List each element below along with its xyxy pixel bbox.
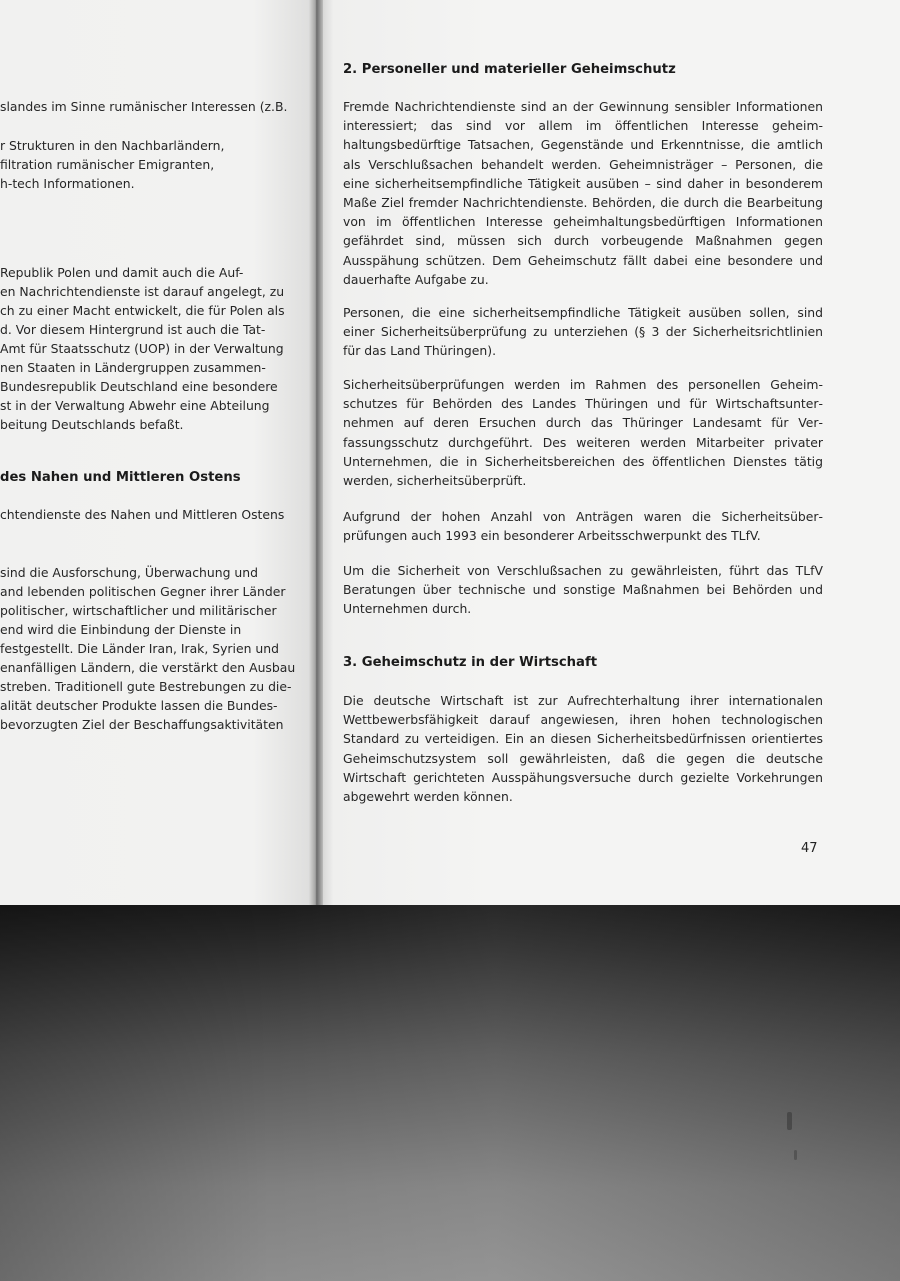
book-gutter [309,0,323,908]
left-line: slandes im Sinne rumänischer Interessen (z.B. [0,99,288,114]
left-line: bevorzugten Ziel der Beschaffungsaktivitäten [0,717,284,732]
left-line: d. Vor diesem Hintergrund ist auch die Tat- [0,322,266,337]
left-line: sind die Ausforschung, Überwachung und [0,565,258,580]
left-line: alität deutscher Produkte lassen die Bundes- [0,698,278,713]
scan-shadow-tint [0,905,900,1281]
section-2-paragraph: Fremde Nachrichtendienste sind an der Gewinnung sensibler Informationen interessiert; das sind vor allem im öffentlichen Interesse geheimhaltungsbedürftige Tatsachen, Gegenstände und Erkenntnisse, die amtlich als Verschlußsachen behandelt werden. Geheimnisträger – Personen, die eine sicherheitsempfindliche Tätigkeit ausüben – sind daher in besonderem Maße Ziel fremder Nachrichtendienste. Behörden, die durch die Bearbeitung von im öffentlichen Interesse geheimhaltungsbedürftigen Informationen gefährdet sind, müssen sich durch vorbeugende Maßnahmen gegen Ausspähung schützen. Dem Geheimschutz fällt dabei eine besondere und dauerhafte Aufgabe zu. [343,99,823,287]
section-3-heading: 3. Geheimschutz in der Wirtschaft [343,655,598,670]
left-line: nen Staaten in Ländergruppen zusammen- [0,360,266,375]
section-2-paragraph: Aufgrund der hohen Anzahl von Anträgen waren die Sicherheitsüberprüfungen auch 1993 ein besonderer Arbeitsschwerpunkt des TLfV. [343,509,823,544]
left-line: en Nachrichtendienste ist darauf angelegt, zu [0,284,285,299]
left-line: beitung Deutschlands befaßt. [0,417,184,432]
left-line: and lebenden politischen Gegner ihrer Länder [0,584,286,599]
left-page [0,0,316,905]
left-line: chtendienste des Nahen und Mittleren Ostens [0,507,285,522]
left-line: h-tech Informationen. [0,176,135,191]
section-3-paragraph: Die deutsche Wirtschaft ist zur Aufrechterhaltung ihrer internationalen Wettbewerbsfähigkeit darauf angewiesen, ihren hohen technologischen Standard zu verteidigen. Ein an diesen Sicherheitsbedürfnissen orientiertes Geheimschutzsystem soll gewährleisten, daß die gegen die deutsche Wirtschaft gerichteten Ausspähungsversuche durch gezielte Vorkehrungen abgewehrt werden können. [343,693,823,805]
left-section-heading: des Nahen und Mittleren Ostens [0,470,241,485]
left-line: enanfälligen Ländern, die verstärkt den Ausbau [0,660,296,675]
left-line: st in der Verwaltung Abwehr eine Abteilung [0,398,270,413]
left-line: festgestellt. Die Länder Iran, Irak, Syrien und [0,641,279,656]
left-line: r Strukturen in den Nachbarländern, [0,138,225,153]
left-line: filtration rumänischer Emigranten, [0,157,215,172]
left-line: streben. Traditionell gute Bestrebungen zu die- [0,679,292,694]
scan-smudge [794,1150,797,1160]
left-line: Amt für Staatsschutz (UOP) in der Verwaltung [0,341,284,356]
left-line: Republik Polen und damit auch die Auf- [0,265,244,280]
section-2-heading: 2. Personeller und materieller Geheimschutz [343,62,676,77]
section-2-paragraph: Um die Sicherheit von Verschlußsachen zu gewährleisten, führt das TLfV Beratungen über technische und sonstige Maßnahmen bei Behörden und Unternehmen durch. [343,563,823,617]
section-2-paragraph: Sicherheitsüberprüfungen werden im Rahmen des personellen Geheimschutzes für Behörden des Landes Thüringen und für Wirtschaftsunternehmen auf deren Ersuchen durch das Thüringer Landesamt für Verfassungsschutz durchgeführt. Des weiteren werden Mitarbeiter privater Unternehmen, die in Sicherheitsbereichen des öffentlichen Dienstes tätig werden, sicherheitsüberprüft. [343,377,823,489]
left-line: Bundesrepublik Deutschland eine besondere [0,379,278,394]
page-number: 47 [801,841,818,856]
left-line: ch zu einer Macht entwickelt, die für Polen als [0,303,285,318]
left-line: politischer, wirtschaftlicher und militärischer [0,603,277,618]
section-2-paragraph: Personen, die eine sicherheitsempfindliche Tätigkeit ausüben sollen, sind einer Sicherheitsüberprüfung zu unterziehen (§ 3 der Sicherheitsrichtlinien für das Land Thüringen). [343,305,823,359]
scan-smudge [787,1112,792,1130]
left-line: end wird die Einbindung der Dienste in [0,622,242,637]
